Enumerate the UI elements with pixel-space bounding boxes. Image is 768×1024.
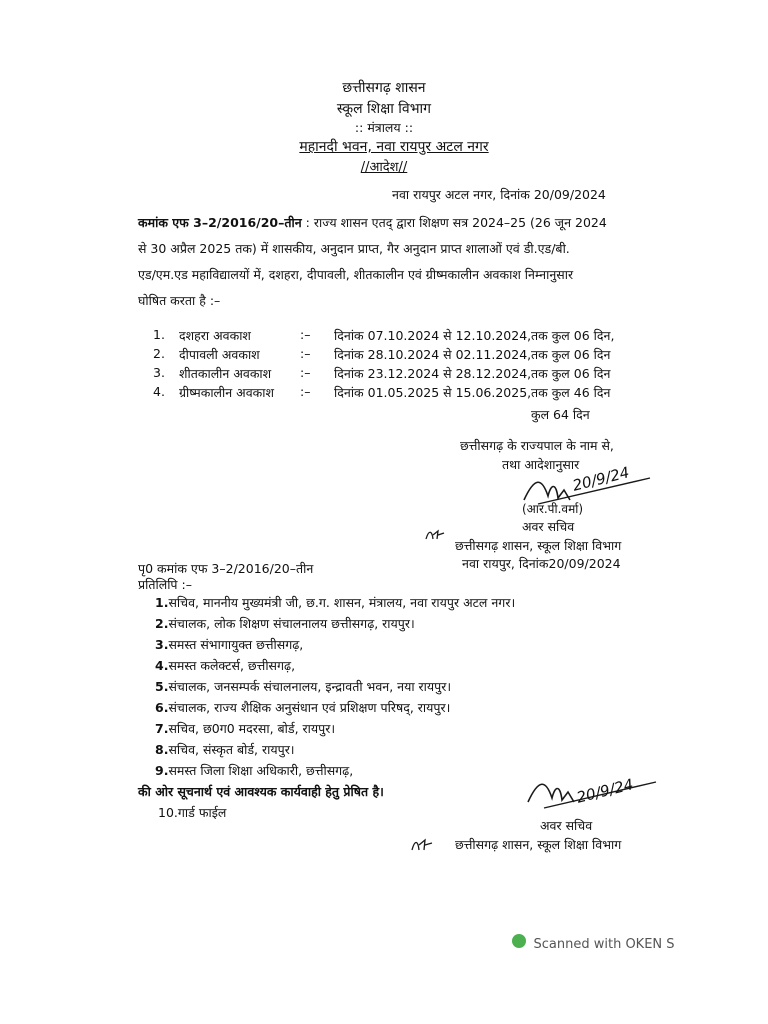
- signer-name: (आर.पी.वर्मा): [522, 502, 584, 516]
- order-paragraph-line3: एड/एम.एड महाविद्यालयों में, दशहरा, दीपावली, शीतकालीन एवं ग्रीष्मकालीन अवकाश निम्नानुसार: [138, 267, 574, 282]
- copy-item-text: सचिव, संस्कृत बोर्ड, रायपुर।: [168, 742, 295, 757]
- copy-item-text: समस्त संभागायुक्त छत्तीसगढ़,: [168, 637, 304, 652]
- order-paragraph-line2: से 30 अप्रैल 2025 तक) में शासकीय, अनुदान प्राप्त, गैर अनुदान प्राप्त शालाओं एवं डी.एड/बी.: [138, 241, 570, 256]
- copy-label: प्रतिलिपि :–: [138, 577, 192, 592]
- copy-item-number: 1.: [155, 595, 169, 610]
- signer-department: छत्तीसगढ़ शासन, स्कूल शिक्षा विभाग: [455, 538, 622, 553]
- scanner-watermark-text: Scanned with OKEN S: [533, 937, 675, 948]
- holiday-dates: दिनांक 07.10.2024 से 12.10.2024,: [334, 328, 532, 343]
- order-date-line: नवा रायपुर अटल नगर, दिनांक 20/09/2024: [392, 187, 606, 202]
- holiday-separator: :–: [300, 327, 311, 342]
- holiday-number: 3.: [153, 365, 165, 380]
- copy-item-number: 6.: [155, 700, 169, 715]
- signature-2-date: 20/9/24: [574, 775, 636, 807]
- holiday-total: तक कुल 46 दिन: [531, 385, 611, 400]
- copy-item-text: संचालक, राज्य शैक्षिक अनुसंधान एवं प्रशिक्षण परिषद्, रायपुर।: [168, 700, 451, 715]
- copy-item-text: संचालक, लोक शिक्षण संचालनालय छत्तीसगढ़, रायपुर।: [168, 616, 415, 631]
- holiday-total: तक कुल 06 दिन: [531, 366, 611, 381]
- copy-item-text: समस्त जिला शिक्षा अधिकारी, छत्तीसगढ़,: [168, 763, 354, 778]
- holiday-dates: दिनांक 23.12.2024 से 28.12.2024,: [334, 366, 532, 381]
- order-body-start: : राज्य शासन एतद् द्वारा शिक्षण सत्र 2024–25 (26 जून 2024: [305, 215, 607, 230]
- signer-2-designation: अवर सचिव: [540, 818, 593, 833]
- copy-item-number: 3.: [155, 637, 169, 652]
- holiday-name: दीपावली अवकाश: [179, 347, 260, 362]
- copy-reference: पृ0 कमांक एफ 3–2/2016/20–तीन: [138, 561, 314, 576]
- holiday-name: ग्रीष्मकालीन अवकाश: [179, 385, 275, 400]
- copy-item: [155, 636, 303, 653]
- copy-item: [155, 678, 451, 695]
- holiday-total: तक कुल 06 दिन,: [531, 328, 615, 343]
- holiday-separator: :–: [300, 346, 311, 361]
- signer-2-department: छत्तीसगढ़ शासन, स्कूल शिक्षा विभाग: [455, 837, 622, 852]
- copy-item-text: संचालक, जनसम्पर्क संचालनालय, इन्द्रावती भवन, नया रायपुर।: [168, 679, 452, 694]
- initials-mark: [424, 527, 446, 543]
- copy-item-number: 4.: [155, 658, 169, 673]
- signer-place-date: नवा रायपुर, दिनांक20/09/2024: [462, 556, 621, 571]
- holiday-name: दशहरा अवकाश: [179, 328, 251, 343]
- order-paragraph-line1: [138, 214, 607, 231]
- copy-item: [155, 762, 353, 779]
- holiday-dates: दिनांक 28.10.2024 से 02.11.2024,: [334, 347, 532, 362]
- holiday-number: 2.: [153, 346, 165, 361]
- copy-item-text: सचिव, छ0ग0 मदरसा, बोर्ड, रायपुर।: [168, 721, 336, 736]
- copy-item: [155, 699, 450, 716]
- copy-item: [155, 720, 335, 737]
- header-ministry: :: मंत्रालय ::: [354, 120, 414, 135]
- scanner-logo-icon: [512, 934, 526, 948]
- by-order-line: तथा आदेशानुसार: [502, 457, 580, 472]
- forward-note: की ओर सूचनार्थ एवं आवश्यक कार्यवाही हेतु प्रेषित है।: [138, 784, 384, 799]
- signer-designation: अवर सचिव: [522, 519, 575, 534]
- copy-item-guard-file: 10.गार्ड फाईल: [158, 805, 227, 820]
- holiday-separator: :–: [300, 384, 311, 399]
- header-department: स्कूल शिक्षा विभाग: [336, 101, 432, 117]
- order-reference: कमांक एफ 3–2/2016/20–तीन: [138, 215, 302, 230]
- copy-item: [155, 657, 295, 674]
- holiday-number: 4.: [153, 384, 165, 399]
- copy-item-number: 8.: [155, 742, 169, 757]
- holiday-dates: दिनांक 01.05.2025 से 15.06.2025,: [334, 385, 532, 400]
- signature-1-date: 20/9/24: [570, 463, 632, 495]
- copy-item: [155, 741, 295, 758]
- holiday-total: तक कुल 06 दिन: [531, 347, 611, 362]
- initials-mark-2: [410, 836, 434, 854]
- scanner-watermark: [512, 934, 692, 948]
- header-order-title: //आदेश//: [360, 160, 408, 175]
- governor-authority-line: छत्तीसगढ़ के राज्यपाल के नाम से,: [460, 438, 614, 453]
- holiday-grand-total: कुल 64 दिन: [531, 407, 590, 422]
- holiday-name: शीतकालीन अवकाश: [179, 366, 272, 381]
- copy-item-number: 5.: [155, 679, 169, 694]
- copy-item: [155, 594, 515, 611]
- copy-item-number: 9.: [155, 763, 169, 778]
- copy-item-number: 7.: [155, 721, 169, 736]
- copy-item-text: समस्त कलेक्टर्स, छत्तीसगढ़,: [168, 658, 296, 673]
- header-address: महानदी भवन, नवा रायपुर अटल नगर: [299, 139, 489, 155]
- copy-item-text: सचिव, माननीय मुख्यमंत्री जी, छ.ग. शासन, मंत्रालय, नवा रायपुर अटल नगर।: [168, 595, 516, 610]
- copy-item-number: 2.: [155, 616, 169, 631]
- copy-item: [155, 615, 415, 632]
- holiday-number: 1.: [153, 327, 165, 342]
- header-government: छत्तीसगढ़ शासन: [342, 80, 426, 96]
- order-paragraph-line4: घोषित करता है :–: [138, 293, 221, 308]
- holiday-separator: :–: [300, 365, 311, 380]
